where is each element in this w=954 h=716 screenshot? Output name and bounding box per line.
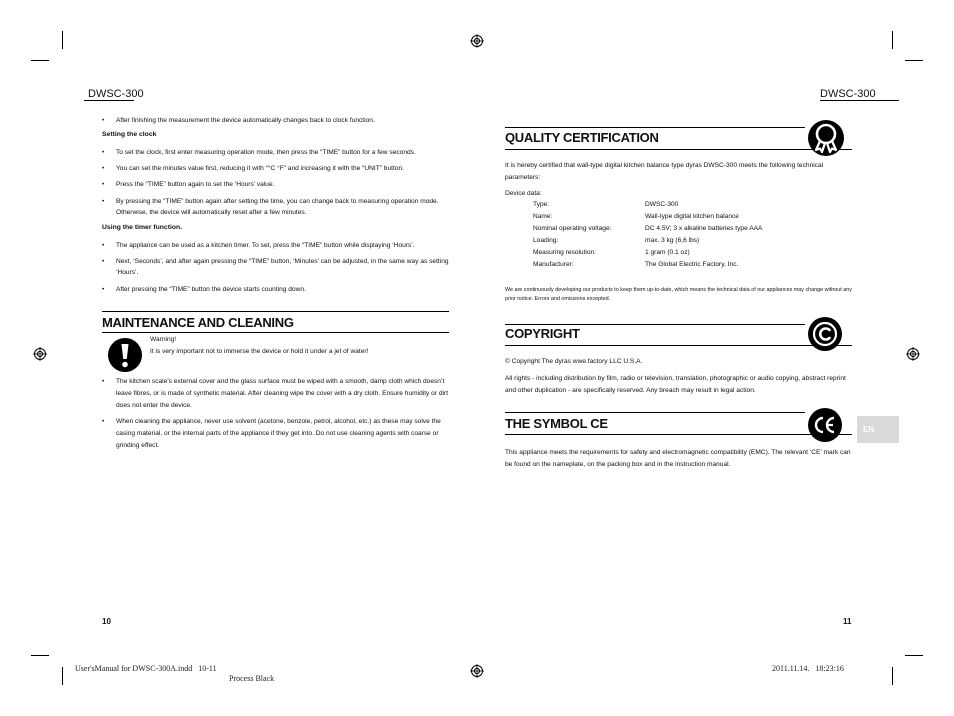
- registration-mark-icon: [470, 664, 484, 678]
- setting-clock-heading: Setting the clock: [102, 131, 157, 138]
- timestamp: 2011.11.14. 18:23:16: [772, 664, 844, 673]
- page-number-left: 10: [102, 617, 111, 626]
- warning-text: It is very important not to immerse the device or hold it under a jet of water!: [150, 348, 369, 355]
- header-model-left: DWSC-300: [88, 88, 144, 100]
- device-data-label: Manufacturer:: [533, 261, 574, 268]
- timer-heading: Using the timer function.: [102, 224, 183, 231]
- registration-mark-icon: [906, 347, 920, 361]
- device-data-value: 1 gram (0.1 oz): [645, 249, 690, 256]
- device-data-row: [533, 261, 574, 268]
- crop-mark: [905, 60, 923, 61]
- ce-title: THE SYMBOL CE: [505, 416, 608, 431]
- registration-mark-icon: [470, 34, 484, 48]
- device-data-value: Wall-type digital kitchen balance: [645, 213, 739, 220]
- crop-mark: [31, 655, 49, 656]
- copyright-icon: [807, 316, 843, 352]
- device-data-label: Nominal operating voltage:: [533, 225, 612, 232]
- color-info: Process Black: [229, 674, 275, 683]
- device-data-value: DC 4.5V; 3 x alkaline batteries type AAA: [645, 225, 763, 232]
- device-data-row: [533, 249, 596, 256]
- warning-label: Warning!: [150, 336, 177, 343]
- section-rule: [505, 434, 852, 435]
- section-rule: [505, 412, 805, 413]
- award-rosette-icon: [807, 119, 845, 157]
- section-rule: [102, 332, 449, 333]
- section-rule: [505, 324, 805, 325]
- device-data-row: [533, 225, 611, 232]
- device-data-label: Measuring resolution:: [533, 249, 597, 256]
- crop-mark: [31, 60, 49, 61]
- exclamation-icon: [107, 337, 143, 373]
- header-rule-left: [84, 100, 134, 101]
- section-rule: [505, 127, 805, 128]
- device-data-row: [533, 213, 552, 220]
- device-data-label: Name:: [533, 213, 553, 220]
- device-data-value: The Global Electric Factory, Inc.: [645, 261, 739, 268]
- quality-text: It is hereby certified that wall-type digital kitchen balance type dyras DWSC-300 meets the following technical parameters:: [505, 162, 824, 181]
- device-data-label: Type:: [533, 201, 550, 208]
- header-rule-right: [820, 100, 899, 101]
- section-rule: [505, 149, 852, 150]
- crop-mark: [905, 655, 923, 656]
- device-data-label: Loading:: [533, 237, 559, 244]
- device-data-value: max. 3 kg (6,6 lbs): [645, 237, 700, 244]
- language-tab-en: EN: [857, 416, 899, 443]
- file-info: User'sManual for DWSC-300A.indd 10-11: [75, 664, 217, 673]
- device-data-value: DWSC-300: [645, 201, 679, 208]
- device-data-row: [533, 237, 558, 244]
- page-number-right: 11: [843, 617, 852, 626]
- maintenance-title: MAINTENANCE AND CLEANING: [102, 315, 294, 330]
- section-rule: [505, 345, 852, 346]
- device-data-label: Device data:: [505, 190, 542, 197]
- copyright-text: All rights - including distribution by film, radio or television, translation, photographic or audio copying, abstract reprint and other duplication - are specifically reserved. Any breach may result in legal action.: [505, 375, 846, 394]
- crop-mark: [62, 667, 63, 685]
- header-model-right: DWSC-300: [820, 88, 876, 100]
- disclaimer-text: We are continuously developing our products to keep them up-to-date, which means the technical data of our appliances may change without any prior notice. Errors and omissions excepted.: [505, 287, 852, 302]
- registration-mark-icon: [33, 347, 47, 361]
- copyright-line: © Copyright The dyras wwe.factory LLC U.S.A.: [505, 358, 643, 365]
- ce-mark-icon: [807, 407, 843, 443]
- crop-mark: [892, 31, 893, 49]
- crop-mark: [62, 31, 63, 49]
- section-rule: [102, 311, 449, 312]
- ce-text: This appliance meets the requirements for safety and electromagnetic compatibility (EMC). The relevant ‘CE’ mark can be found on the nameplate, on the packing box and in the instruction manual.: [505, 449, 851, 468]
- device-data-row: [533, 201, 549, 208]
- quality-title: QUALITY CERTIFICATION: [505, 130, 659, 145]
- copyright-title: COPYRIGHT: [505, 326, 580, 341]
- crop-mark: [892, 667, 893, 685]
